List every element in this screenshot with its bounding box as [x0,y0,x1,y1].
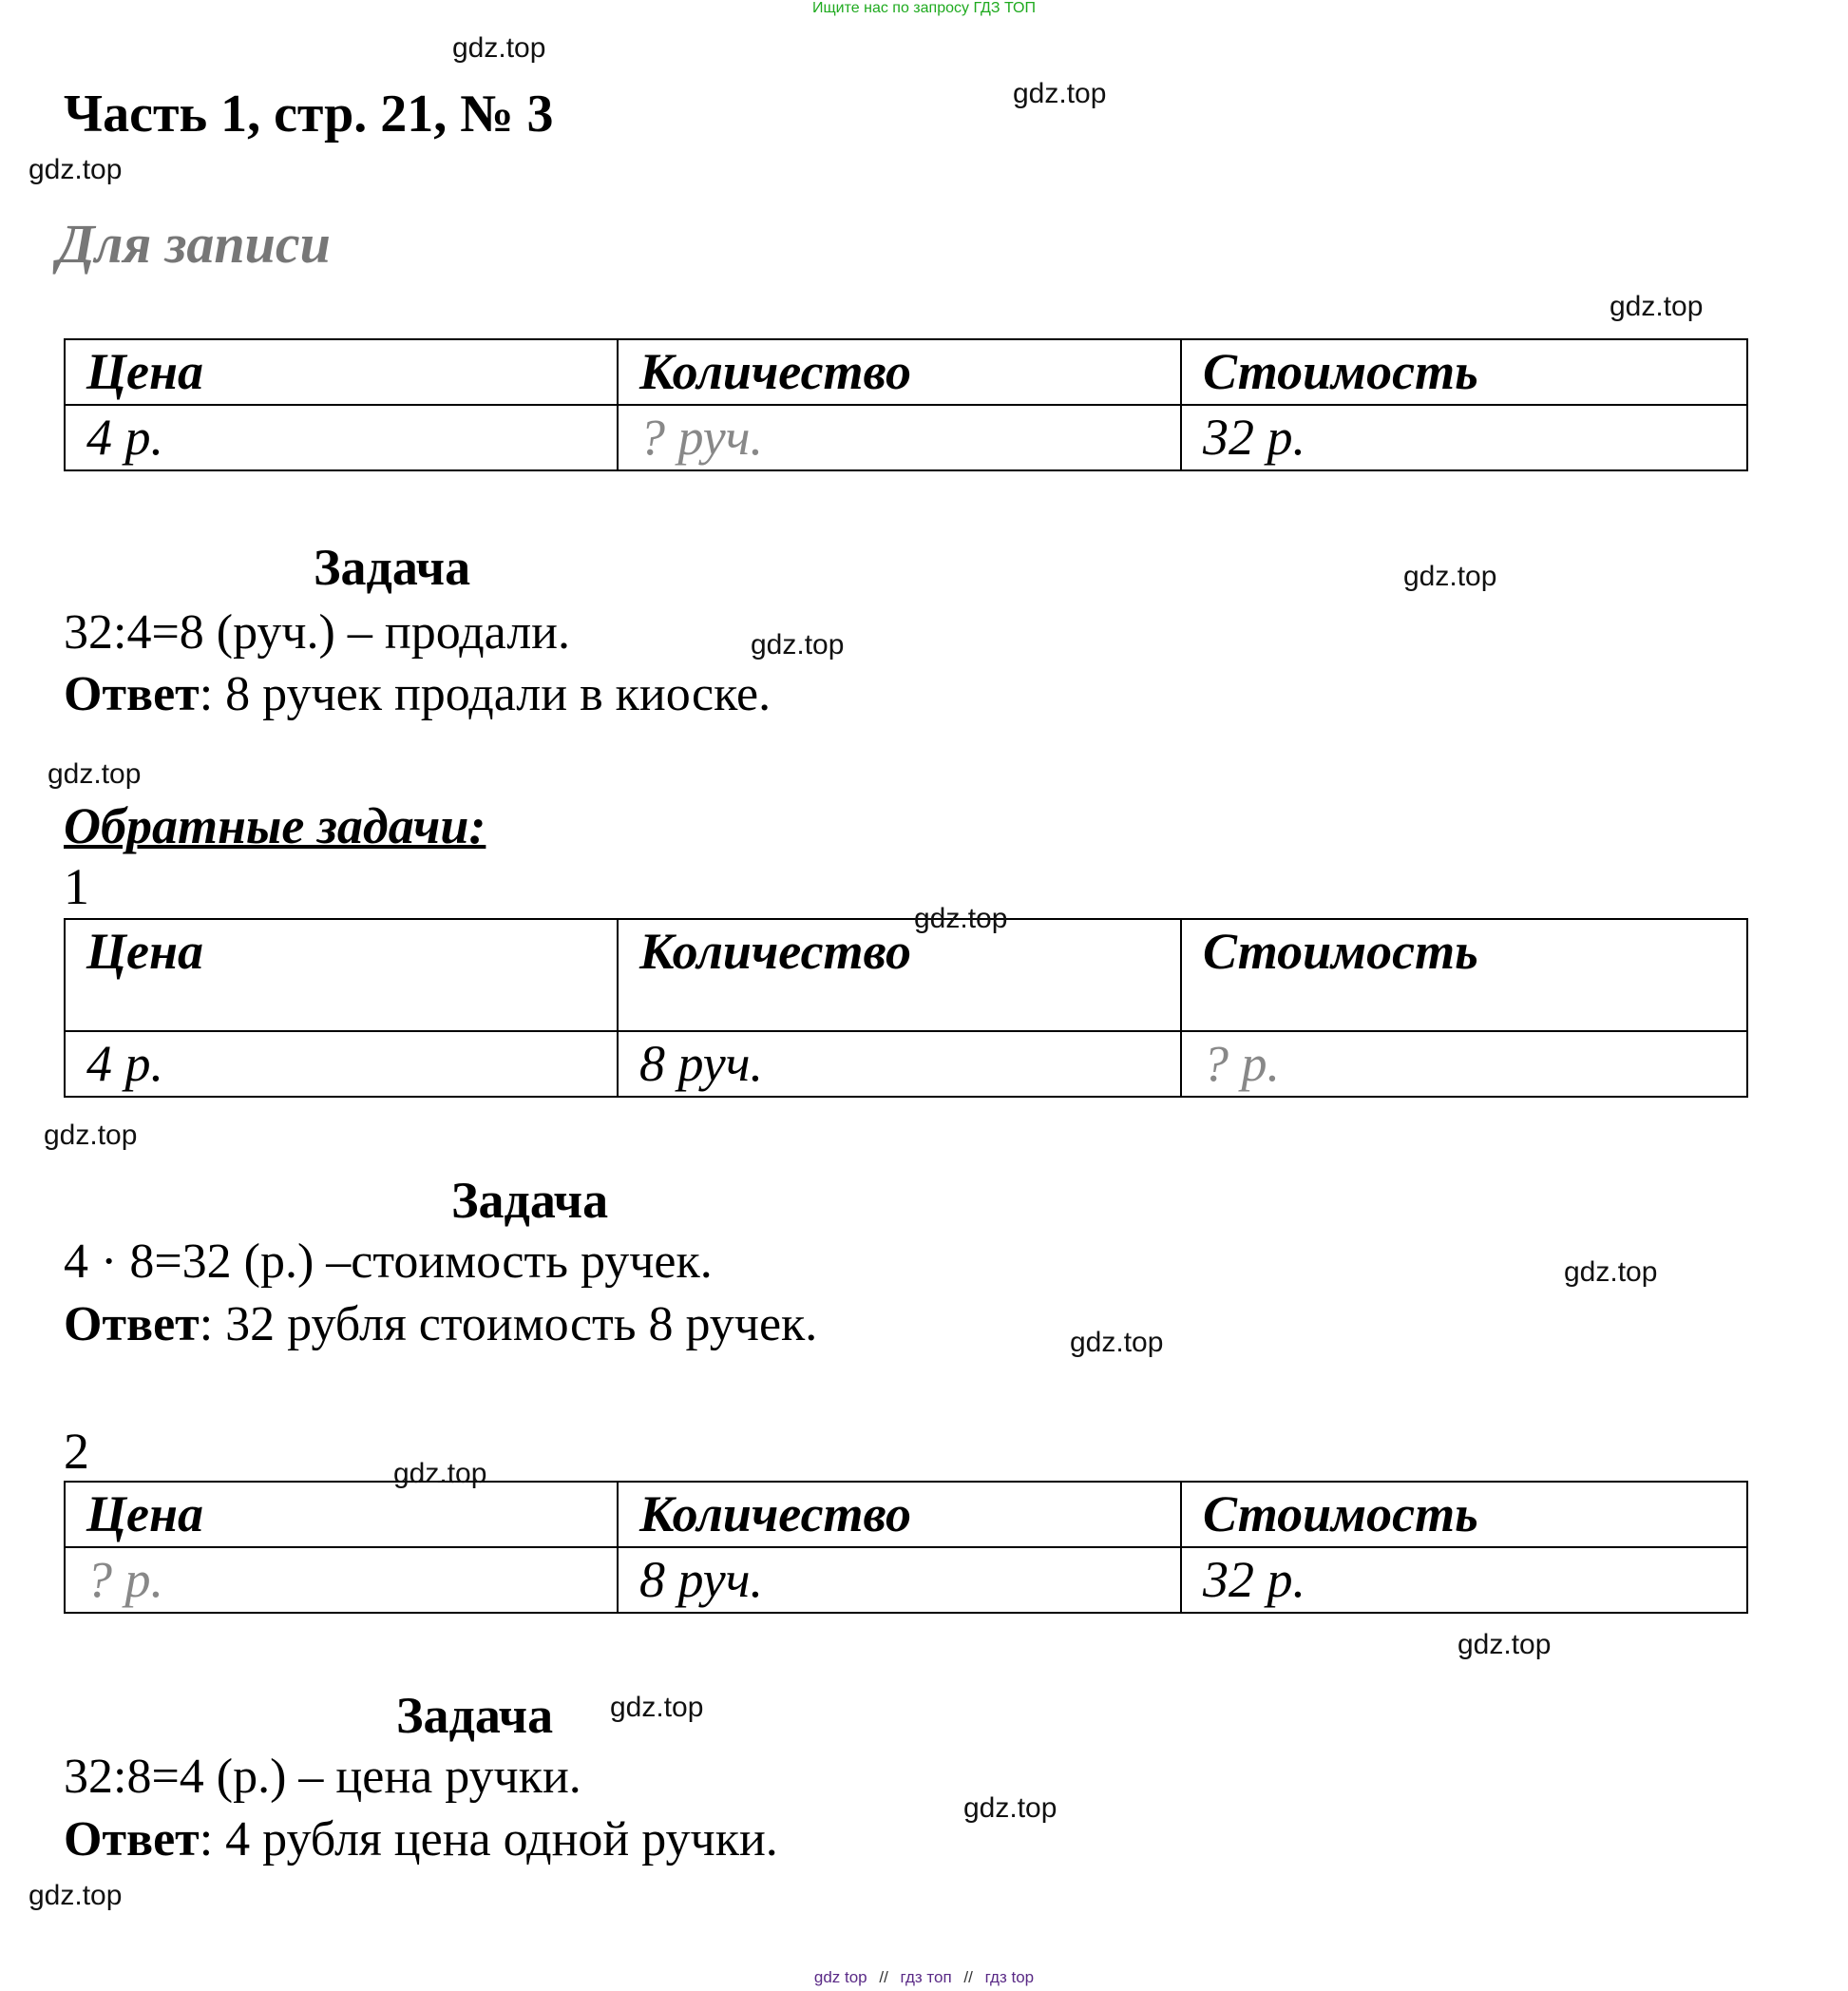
solution-expression: 4 · 8=32 (р.) –стоимость ручек. [64,1235,713,1289]
watermark: gdz.top [1403,561,1497,592]
footer-links [0,1968,1848,1987]
task-heading: Задача [451,1172,609,1229]
cell-quantity: 8 руч. [618,1031,1181,1097]
watermark: gdz.top [393,1458,487,1489]
solution-answer [64,666,771,722]
watermark: gdz.top [1013,78,1107,109]
task-heading: Задача [396,1687,554,1744]
watermark: gdz.top [1457,1629,1552,1660]
footer-separator: // [879,1968,888,1986]
main-table [64,338,1748,471]
answer-text: : 8 ручек продали в киоске. [199,667,772,721]
header-cost: Стоимость [1181,1482,1747,1547]
header-cost: Стоимость [1181,919,1747,1031]
watermark: gdz.top [1070,1327,1164,1358]
watermark: gdz.top [48,758,142,790]
answer-label: Ответ [64,1297,200,1351]
cell-cost: 32 р. [1181,1547,1747,1613]
cell-price: 4 р. [65,1031,618,1097]
watermark: gdz.top [1564,1256,1658,1288]
solution-expression: 32:4=8 (руч.) – продали. [64,605,570,660]
watermark: gdz.top [610,1692,704,1723]
footer-separator: // [963,1968,973,1986]
footer-link[interactable]: гдз топ [900,1968,952,1986]
watermark: gdz.top [452,32,546,64]
watermark: gdz.top [751,629,845,660]
problem-number-1: 1 [64,858,89,915]
inverse-table-1 [64,918,1748,1098]
cell-price: ? р. [65,1547,618,1613]
solution-answer [64,1811,778,1867]
cell-price: 4 р. [65,405,618,470]
answer-label: Ответ [64,667,200,721]
header-quantity: Количество [618,1482,1181,1547]
solution-expression: 32:8=4 (р.) – цена ручки. [64,1750,581,1804]
search-banner[interactable]: Ищите нас по запросу ГДЗ ТОП [812,0,1036,16]
header-quantity: Количество [618,919,1181,1031]
task-heading: Задача [314,539,471,596]
cell-quantity: ? руч. [618,405,1181,470]
problem-number-2: 2 [64,1423,89,1480]
watermark: gdz.top [29,154,123,185]
page-title: Часть 1, стр. 21, № 3 [64,85,554,144]
cell-cost: ? р. [1181,1031,1747,1097]
inverse-table-2 [64,1481,1748,1614]
footer-link[interactable]: гдз top [984,1968,1035,1986]
cell-cost: 32 р. [1181,405,1747,470]
header-price: Цена [65,919,618,1031]
watermark: gdz.top [44,1120,138,1151]
answer-text: : 32 рубля стоимость 8 ручек. [199,1297,818,1351]
header-price: Цена [65,339,618,405]
header-cost: Стоимость [1181,339,1747,405]
header-quantity: Количество [618,339,1181,405]
subtitle: Для записи [57,213,331,275]
header-price: Цена [65,1482,618,1547]
watermark: gdz.top [914,903,1008,934]
solution-answer [64,1296,817,1352]
watermark: gdz.top [29,1880,123,1911]
footer-link[interactable]: gdz top [813,1968,867,1986]
answer-text: : 4 рубля цена одной ручки. [199,1812,778,1867]
watermark: gdz.top [963,1792,1057,1824]
section-title: Обратные задачи: [64,797,486,854]
cell-quantity: 8 руч. [618,1547,1181,1613]
watermark: gdz.top [1610,291,1704,322]
answer-label: Ответ [64,1812,200,1867]
